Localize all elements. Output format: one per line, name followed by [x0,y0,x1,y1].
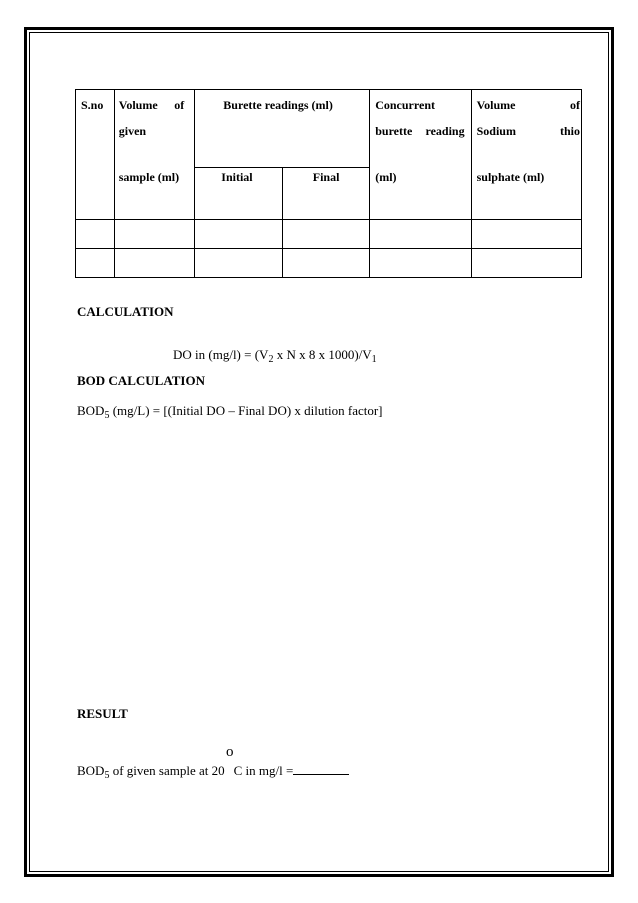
table-cell [76,220,115,249]
header-final: Final [282,168,369,220]
answer-blank[interactable] [293,763,349,775]
table-row [76,220,582,249]
table-header-row [76,90,582,168]
header-sodium-thiosulphate: Volume of Sodium thio sulphate (ml) [471,90,581,220]
table-cell [114,220,195,249]
bod-formula: $BOD_5$ (mg/L) = [(Initial DO – Final DO) x dilution factor] [77,403,383,421]
table-cell [471,220,581,249]
table-cell [195,220,282,249]
table-cell [370,249,471,278]
header-volume-sample: Volume of given sample (ml) [114,90,195,220]
calculation-heading: CALCULATION [77,304,174,319]
table-cell [195,249,282,278]
do-formula: DO in $(mg/l) = (V_2$ x N x 8 x $1000)/V_1$ [173,347,377,365]
header-initial: Initial [195,168,282,220]
result-line: $BOD_5$ of given sample at 20 C in mg/l = [77,763,349,781]
header-sno: S.no [76,90,115,220]
table-cell [282,220,369,249]
table-cell [76,249,115,278]
table-cell [370,220,471,249]
header-burette-readings: Burette readings (ml) [195,90,370,168]
header-concurrent-reading: Concurrent burette reading (ml) [370,90,471,220]
degree-symbol: o [226,744,234,760]
table-cell [282,249,369,278]
observation-table [75,89,582,278]
result-heading: RESULT [77,706,128,721]
table-cell [114,249,195,278]
table-row [76,249,582,278]
table-cell [471,249,581,278]
bod-calculation-heading: BOD CALCULATION [77,373,205,388]
